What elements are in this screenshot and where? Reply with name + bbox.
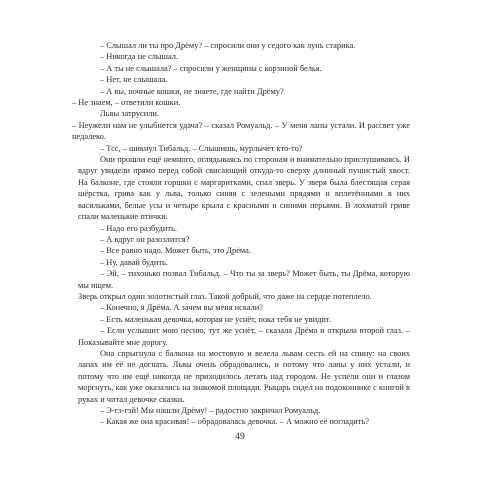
paragraph: Они прошли ещё немного, оглядываясь по сторонам и внимательно прислушиваясь. И вдруг увидели прямо перед собой свисающий откуда-то сверху длинный пушистый хвост. На балконе, где стояли горшки с маргаритками, спал зверь. У зверя была блестящая серая шёрстка, грива как у льва, только синяя с зелеными прядями и вплетёнными в них васильками, белые усы и четыре крыла с красными и синими перьями. В лохматой гриве спали маленькие птички. [78,155,410,222]
paragraph: – Надо его разбудить. [100,223,177,233]
paragraph: – Ну, давай будить. [100,257,168,267]
paragraph: – Слышал ли ты про Дрёму? – спросили они у седого как лунь старика. [100,41,356,50]
paragraph: – Какая же она красивая! – обрадовалась девочка. – А можно её погладить? [100,417,369,427]
paragraph: – Эй, – тихонько позвал Тибальд. – Что ты за зверь? Может быть, ты Дрёма, которую мы ищем. [78,269,410,290]
paragraph: Она спрыгнула с балкона на мостовую и велела львам сесть ей на спину: на своих лапах им её не догнать. Львы очень обрадовались, и потому что лапы у них устали, и потому что им ещё никогда не приходилось летать над городом. Не успели они и глазом моргнуть, как уже оказались на знакомой площади. Рыцарь сидел на подоконнике с книгой в руках и читал девочке сказки. [78,348,410,404]
paragraph: Львы затрусили. [100,109,159,119]
paragraph: – А вы, ночные кошки, не знаете, где найти Дрёму? [100,86,284,96]
paragraph: – Неужели нам не улыбнется удача? – сказал Ромуальд. – У меня лапы устали. И рассвет уже недалеко. [72,120,410,142]
paragraph: – А ты не слышала? – спросили у женщины с корзиной белья. [100,63,322,73]
paragraph: – Есть маленькая девочка, которая не уснёт, пока тебя не увидит. [100,314,331,324]
paragraph: – Если услышит мою песню, тут же уснёт, – сказала Дрёма и открыла второй глаз. – Показывайте мне дорогу. [78,326,410,347]
paragraph: – Никогда не слышал. [100,52,179,62]
paragraph: – Э-гэ-гэй! Мы нашли Дрёму! – радостно закричал Ромуальд. [100,406,321,415]
page-number: 49 [235,432,245,442]
paragraph: – Все равно надо. Может быть, это Дрёма. [100,246,251,256]
paragraph: Зверь открыл один золотистый глаз. Такой добрый, что даже на сердце потеплело. [78,291,372,301]
paragraph: – Тсс, – шикнул Тибальд. – Слышишь, мурлычет кто-то? [100,143,303,153]
body-text [72,40,410,428]
paragraph: – А вдруг он разозлится? [100,234,190,244]
paragraph: – Нет, не слышала. [100,75,168,85]
paragraph: – Конечно, я Дрёма. А зачем вы меня искали? [100,303,263,313]
paragraph: – Не знаем, – ответили кошки. [72,98,181,108]
